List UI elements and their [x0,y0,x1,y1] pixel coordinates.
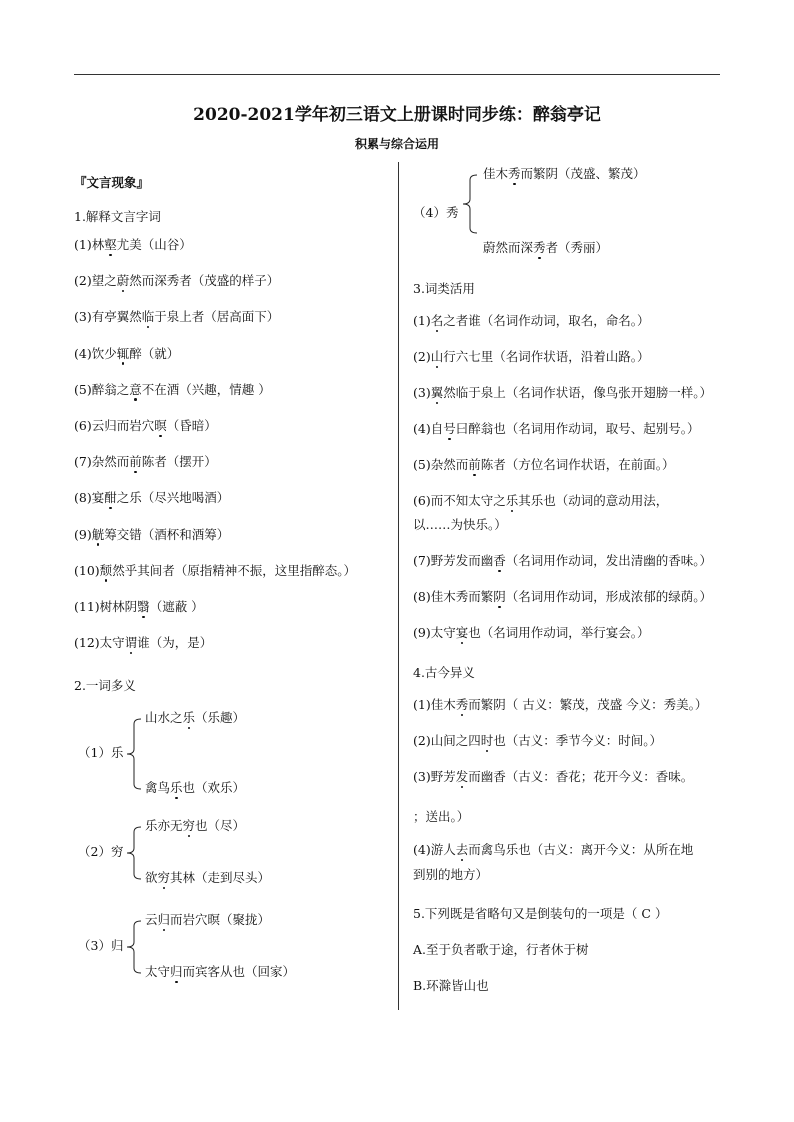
archaic-meaning-item: 到别的地方） [413,867,489,882]
question-1-title: 1.解释文言字词 [74,209,161,224]
emphasized-char: 宴 [455,625,469,640]
polysemy-label: （2）穷 [78,844,124,859]
word-class-item: (2)山行六七里（名词作状语，沿着山路。） [413,349,650,364]
emphasized-char: 谓 [124,635,138,651]
polysemy-meaning: 太守归而宾客从也（回家） [145,964,296,979]
emphasized-char: 阴 [493,589,506,604]
word-class-item: 以……为快乐。） [413,517,507,532]
vocab-item: (2)望之蔚然而深秀者（茂盛的样子） [74,273,280,289]
emphasized-char: 归 [170,964,183,979]
word-class-item: (6)而不知太守之乐其乐也（动词的意动用法， [413,493,669,508]
polysemy-meaning: 乐亦无穷也（尽） [145,818,246,833]
vocab-item: (6)云归而岩穴暝（昏暗） [74,418,217,433]
emphasized-char: 秀 [533,240,546,255]
answer-option: B.环滁皆山也 [413,978,489,993]
page-title: 2020-2021学年初三语文上册课时同步练：醉翁亭记 [193,105,601,125]
vocab-item: (3)有亭翼然临于泉上者（居高面下） [74,309,280,325]
emphasized-char: 意 [129,381,142,397]
emphasized-char: 暝 [154,418,167,433]
word-class-item: (1)名之者谁（名词作动词，取名，命名。） [413,313,650,328]
brace-icon [125,718,145,790]
question-4-title: 4.古今异义 [413,665,475,680]
emphasized-char: 前 [468,457,481,472]
archaic-meaning-item: (4)游人去而禽鸟乐也（古义：离开今义：从所在地 [413,842,694,857]
polysemy-label: （3）归 [78,938,124,953]
emphasized-char: 号 [443,421,456,436]
emphasized-char: 壑 [104,237,117,252]
emphasized-char: 秀 [508,166,521,181]
emphasized-char: 秀 [455,697,469,712]
emphasized-char: 香 [493,553,506,568]
vocab-item: (12)太守谓谁（为，是） [74,635,213,651]
section-title: 『文言现象』 [74,175,150,190]
archaic-meaning-item: (2)山间之四时也（古义：季节今义：时间。） [413,733,662,748]
emphasized-char: 辄 [116,345,130,361]
archaic-meaning-item: ；送出。） [413,809,470,824]
emphasized-char: 发 [455,769,469,784]
emphasized-char: 名 [430,313,444,328]
vocab-item: (5)醉翁之意不在酒（兴趣，情趣 ） [74,381,271,397]
emphasized-char: 临 [141,309,155,325]
emphasized-char: 乐 [505,493,519,508]
polysemy-label: （4）秀 [413,205,459,220]
emphasized-char: 酣 [104,490,117,506]
word-class-item: (5)杂然而前陈者（方位名词作状语，在前面。） [413,457,675,472]
polysemy-meaning: 山水之乐（乐趣） [145,710,246,725]
emphasized-char: 颓 [99,562,113,578]
polysemy-meaning: 欲穷其林（走到尽头） [145,870,271,885]
word-class-item: (3)翼然临于泉上（名词作状语，像鸟张开翅膀一样。） [413,385,712,400]
emphasized-char: 翼 [430,385,444,400]
emphasized-char: 时 [480,733,494,748]
top-rule [74,74,720,75]
word-class-item: (9)太守宴也（名词用作动词，举行宴会。） [413,625,650,640]
emphasized-char: 去 [455,842,469,857]
emphasized-char: 穷 [182,818,196,833]
question-5-title: 5.下列既是省略句又是倒装句的一项是（ C ） [413,906,668,921]
vocab-item: (8)宴酣之乐（尽兴地喝酒） [74,490,230,506]
archaic-meaning-item: (1)佳木秀而繁阴（ 古义：繁茂，茂盛 今义：秀美。） [413,697,708,712]
word-class-item: (7)野芳发而幽香（名词用作动词，发出清幽的香味。） [413,553,712,568]
emphasized-char: 归 [157,912,171,927]
word-class-item: (8)佳木秀而繁阴（名词用作动词，形成浓郁的绿荫。） [413,589,712,604]
polysemy-label: （1）乐 [78,745,124,760]
vocab-item: (10)颓然乎其间者（原指精神不振，这里指醉态。） [74,562,356,578]
emphasized-char: 穷 [157,870,171,885]
word-class-item: (4)自号曰醉翁也（名词用作动词，取号、起别号。） [413,421,700,436]
emphasized-char: 山 [430,349,444,364]
brace-icon [461,174,481,234]
emphasized-char: 觥 [91,526,105,542]
brace-icon [125,826,145,880]
polysemy-meaning: 佳木秀而繁阴（茂盛、繁茂） [483,166,646,181]
emphasized-char: 乐 [170,780,183,795]
brace-icon [125,920,145,974]
question-3-title: 3.词类活用 [413,281,475,296]
vocab-item: (4)饮少辄醉（就） [74,345,180,361]
polysemy-meaning: 蔚然而深秀者（秀丽） [483,240,609,255]
emphasized-char: 翳 [137,599,150,614]
vocab-item: (1)林壑尤美（山谷） [74,237,192,252]
vocab-item: (7)杂然而前陈者（摆开） [74,454,217,470]
column-divider [398,162,399,1010]
question-2-title: 2.一词多义 [74,678,136,693]
archaic-meaning-item: (3)野芳发而幽香（古义：香花；花开今义：香味。 [413,769,694,784]
polysemy-meaning: 禽鸟乐也（欢乐） [145,780,246,795]
emphasized-char: 乐 [182,710,196,725]
polysemy-meaning: 云归而岩穴暝（聚拢） [145,912,271,927]
answer-option: A.至于负者歌于途，行者休于树 [413,942,589,957]
vocab-item: (11)树林阴翳（遮蔽 ） [74,599,204,614]
emphasized-char: 蔚 [116,273,130,289]
vocab-item: (9)觥筹交错（酒杯和酒筹） [74,526,230,542]
page-subtitle: 积累与综合运用 [354,137,439,151]
emphasized-char: 前 [129,454,142,470]
